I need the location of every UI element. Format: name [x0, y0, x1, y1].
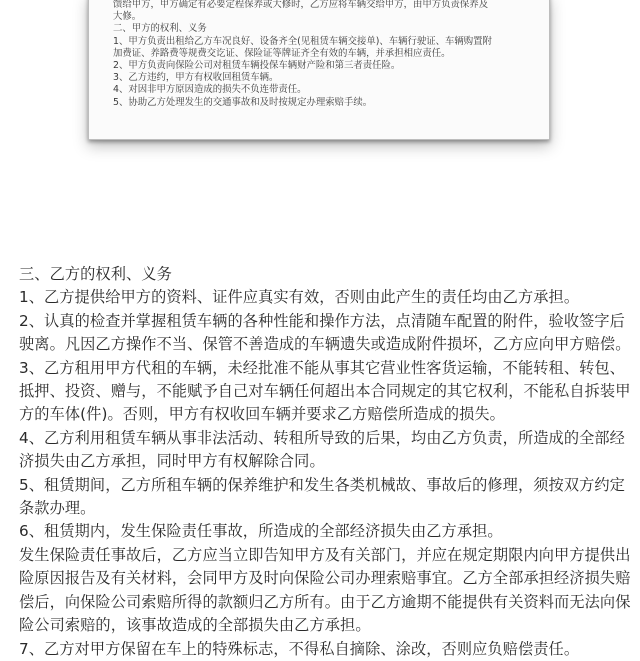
body-line: 7、乙方对甲方保留在车上的特殊标志，不得私自摘除、涂改，否则应负赔偿责任。 — [19, 639, 580, 658]
body-line: 6、租赁期内，发生保险责任事故，所造成的全部经济损失由乙方承担。 — [19, 522, 503, 541]
body-line: 4、乙方利用租赁车辆从事非法活动、转租所导致的后果，均由乙方负责，所造成的全部经 — [19, 428, 625, 447]
document-line: 3、乙方违约，甲方有权收回租赁车辆。 — [113, 72, 279, 84]
document-line: 馈给甲方，甲方确定有必要定程保养或大修时，乙方应将车辆交给甲方，由甲方负责保养及 — [113, 0, 489, 10]
body-line: 抵押、投资、赠与，不能赋予自己对车辆任何超出本合同规定的其它权利，不能私自拆装甲 — [19, 382, 631, 401]
document-line: 1、甲方负责出租给乙方车况良好、设备齐全(见租赁车辆交接单)、车辆行驶证、车辆购置附 — [113, 35, 492, 47]
body-line: 条款办理。 — [19, 499, 96, 518]
body-line: 2、认真的检查并掌握租赁车辆的各种性能和操作方法，点清随车配置的附件，验收签字后 — [19, 311, 625, 330]
section-heading: 三、乙方的权利、义务 — [19, 265, 172, 283]
body-line: 方的车体(件)。否则，甲方有权收回车辆并要求乙方赔偿所造成的损失。 — [19, 405, 505, 424]
body-line: 驶离。凡因乙方操作不当、保管不善造成的车辆遗失或造成附件损坏，乙方应向甲方赔偿。 — [19, 335, 631, 354]
document-line: 4、对因非甲方原因造成的损失不负连带责任。 — [113, 84, 307, 96]
document-line: 2、甲方负责向保险公司对租赁车辆投保车辆财产险和第三者责任险。 — [113, 60, 401, 72]
body-line: 济损失由乙方承担，同时甲方有权解除合同。 — [19, 452, 325, 471]
body-line: 险原因报告及有关材料，会同甲方及时向保险公司办理索赔事宜。乙方全部承担经济损失赔 — [19, 569, 631, 588]
body-line: 5、租赁期间，乙方所租车辆的保养维护和发生各类机械故、事故后的修理，须按双方约定 — [19, 475, 625, 494]
body-line: 3、乙方租用甲方代租的车辆，未经批准不能从事其它营业性客货运输，不能转租、转包、 — [19, 358, 625, 377]
embedded-document-text — [113, 0, 527, 109]
document-line: 二、甲方的权利、义务 — [113, 23, 207, 35]
embedded-document-image — [88, 0, 550, 140]
body-line: 险公司索赔的，该事故造成的全部损失由乙方承担。 — [19, 616, 371, 635]
document-line: 加费证、养路费等规费交讫证、保险证等牌证齐全有效的车辆，并承担相应责任。 — [113, 47, 451, 59]
document-line: 大修。 — [113, 11, 142, 23]
body-line: 发生保险责任事故后，乙方应当立即告知甲方及有关部门，并应在规定期限内向甲方提供出 — [19, 545, 631, 564]
contract-body-text — [19, 263, 631, 661]
body-line: 偿后，向保险公司索赔所得的款额归乙方所有。由于乙方逾期不能提供有关资料而无法向保 — [19, 592, 631, 611]
document-line: 5、协助乙方处理发生的交通事故和及时按规定办理索赔手续。 — [113, 96, 373, 108]
body-line: 1、乙方提供给甲方的资料、证件应真实有效，否则由此产生的责任均由乙方承担。 — [19, 288, 580, 307]
